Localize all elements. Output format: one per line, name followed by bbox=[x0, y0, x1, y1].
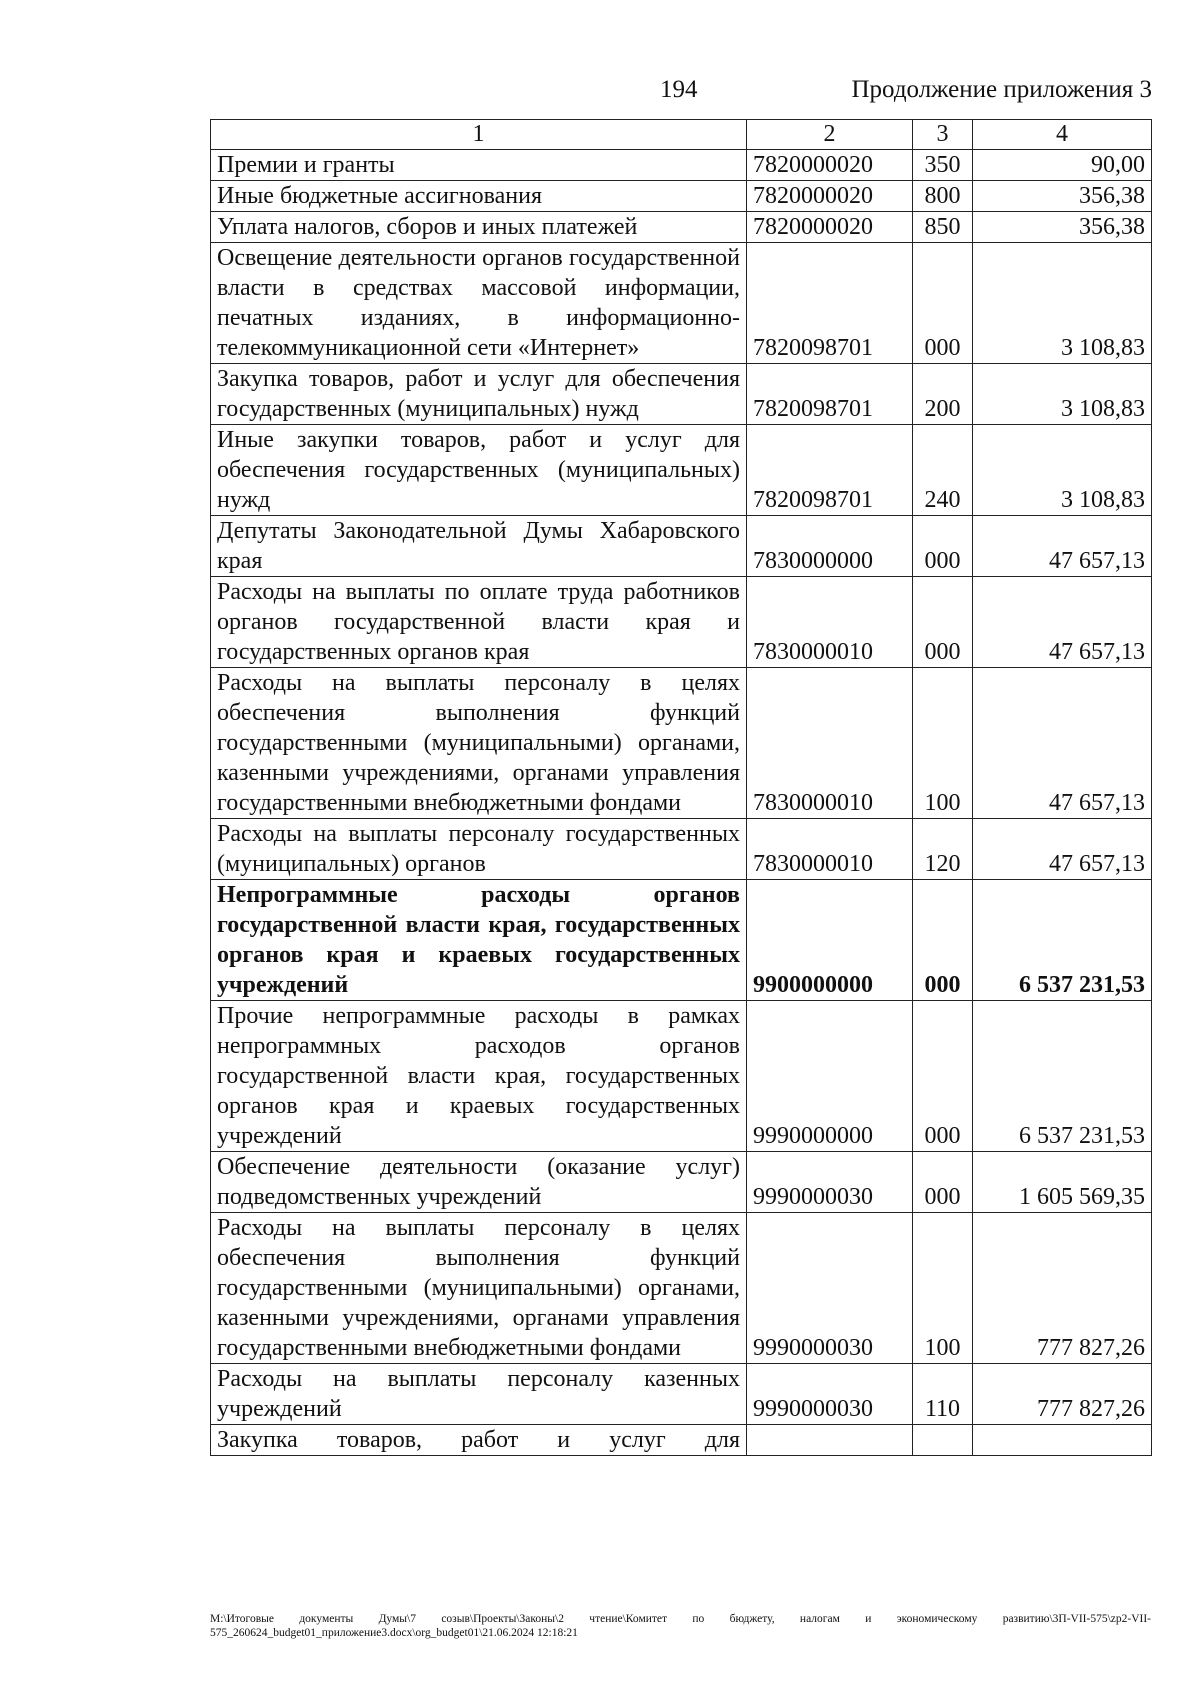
expense-type: 240 bbox=[913, 425, 973, 516]
table-row bbox=[211, 668, 1152, 819]
expense-name: Закупка товаров, работ и услуг для bbox=[211, 1425, 747, 1456]
expense-name: Закупка товаров, работ и услуг для обеспечения государственных (муниципальных) нужд bbox=[211, 364, 747, 425]
expense-type: 850 bbox=[913, 212, 973, 243]
amount: 777 827,26 bbox=[973, 1364, 1152, 1425]
expense-name: Расходы на выплаты персоналу в целях обеспечения выполнения функций государственными (муниципальными) органами, казенными учреждениями, органами управления государственными внебюджетными фондами bbox=[211, 1213, 747, 1364]
target-code: 9990000030 bbox=[747, 1152, 913, 1213]
table-row bbox=[211, 1425, 1152, 1456]
column-header: 2 bbox=[747, 120, 913, 150]
table-row bbox=[211, 181, 1152, 212]
table-row bbox=[211, 1213, 1152, 1364]
expense-name: Иные закупки товаров, работ и услуг для обеспечения государственных (муниципальных) нужд bbox=[211, 425, 747, 516]
amount: 3 108,83 bbox=[973, 425, 1152, 516]
table-row bbox=[211, 1152, 1152, 1213]
target-code: 7830000010 bbox=[747, 819, 913, 880]
target-code bbox=[747, 1425, 913, 1456]
target-code: 7820000020 bbox=[747, 212, 913, 243]
expense-name: Премии и гранты bbox=[211, 150, 747, 181]
table-row bbox=[211, 364, 1152, 425]
expense-type: 100 bbox=[913, 1213, 973, 1364]
expense-name: Расходы на выплаты персоналу в целях обеспечения выполнения функций государственными (муниципальными) органами, казенными учреждениями, органами управления государственными внебюджетными фондами bbox=[211, 668, 747, 819]
table-row-bold bbox=[211, 880, 1152, 1001]
file-path-footer: M:\Итоговые документы Думы\7 созыв\Проекты\Законы\2 чтение\Комитет по бюджету, налогам и экономическому развитию\3П-VII-575\zp2-VII-575_260624_budget01_приложение3.docx\org_budget01\21.06.2024 12:18:21 bbox=[210, 1613, 1151, 1639]
table-row bbox=[211, 1364, 1152, 1425]
table-row bbox=[211, 212, 1152, 243]
target-code: 7820098701 bbox=[747, 364, 913, 425]
amount: 356,38 bbox=[973, 212, 1152, 243]
table-row bbox=[211, 819, 1152, 880]
target-code: 7820000020 bbox=[747, 150, 913, 181]
target-code: 7820098701 bbox=[747, 243, 913, 364]
expense-name: Обеспечение деятельности (оказание услуг) подведомственных учреждений bbox=[211, 1152, 747, 1213]
expense-name: Расходы на выплаты персоналу государственных (муниципальных) органов bbox=[211, 819, 747, 880]
amount: 6 537 231,53 bbox=[973, 1001, 1152, 1152]
expense-type: 000 bbox=[913, 1152, 973, 1213]
target-code: 7820098701 bbox=[747, 425, 913, 516]
target-code: 9990000000 bbox=[747, 1001, 913, 1152]
target-code: 7830000010 bbox=[747, 577, 913, 668]
table-row bbox=[211, 516, 1152, 577]
amount: 356,38 bbox=[973, 181, 1152, 212]
expense-name: Уплата налогов, сборов и иных платежей bbox=[211, 212, 747, 243]
target-code: 9990000030 bbox=[747, 1364, 913, 1425]
expense-type: 100 bbox=[913, 668, 973, 819]
expense-type: 800 bbox=[913, 181, 973, 212]
target-code: 7820000020 bbox=[747, 181, 913, 212]
expense-name: Прочие непрограммные расходы в рамках непрограммных расходов органов государственной власти края, государственных органов края и краевых государственных учреждений bbox=[211, 1001, 747, 1152]
column-header: 4 bbox=[973, 120, 1152, 150]
expense-name: Расходы на выплаты по оплате труда работников органов государственной власти края и государственных органов края bbox=[211, 577, 747, 668]
expense-type: 000 bbox=[913, 516, 973, 577]
expense-type: 000 bbox=[913, 243, 973, 364]
amount: 6 537 231,53 bbox=[973, 880, 1152, 1001]
amount: 47 657,13 bbox=[973, 819, 1152, 880]
expense-name: Непрограммные расходы органов государственной власти края, государственных органов края и краевых государственных учреждений bbox=[211, 880, 747, 1001]
expense-type bbox=[913, 1425, 973, 1456]
expense-type: 000 bbox=[913, 577, 973, 668]
amount: 47 657,13 bbox=[973, 577, 1152, 668]
amount: 47 657,13 bbox=[973, 516, 1152, 577]
amount: 3 108,83 bbox=[973, 243, 1152, 364]
expense-name: Иные бюджетные ассигнования bbox=[211, 181, 747, 212]
expense-type: 120 bbox=[913, 819, 973, 880]
amount: 47 657,13 bbox=[973, 668, 1152, 819]
column-header: 1 bbox=[211, 120, 747, 150]
target-code: 9990000030 bbox=[747, 1213, 913, 1364]
budget-table bbox=[210, 119, 1152, 1456]
amount: 90,00 bbox=[973, 150, 1152, 181]
expense-name: Освещение деятельности органов государственной власти в средствах массовой информации, печатных изданиях, в информационно-телекоммуникационной сети «Интернет» bbox=[211, 243, 747, 364]
expense-type: 000 bbox=[913, 880, 973, 1001]
target-code: 7830000010 bbox=[747, 668, 913, 819]
expense-name: Депутаты Законодательной Думы Хабаровского края bbox=[211, 516, 747, 577]
target-code: 9900000000 bbox=[747, 880, 913, 1001]
table-header-row bbox=[211, 120, 1152, 150]
amount: 3 108,83 bbox=[973, 364, 1152, 425]
column-header: 3 bbox=[913, 120, 973, 150]
expense-type: 200 bbox=[913, 364, 973, 425]
page-number: 194 bbox=[660, 76, 698, 103]
target-code: 7830000000 bbox=[747, 516, 913, 577]
continuation-caption: Продолжение приложения 3 bbox=[851, 76, 1152, 103]
table-row bbox=[211, 243, 1152, 364]
table-row bbox=[211, 1001, 1152, 1152]
expense-type: 350 bbox=[913, 150, 973, 181]
expense-name: Расходы на выплаты персоналу казенных учреждений bbox=[211, 1364, 747, 1425]
table-row bbox=[211, 577, 1152, 668]
expense-type: 110 bbox=[913, 1364, 973, 1425]
amount bbox=[973, 1425, 1152, 1456]
expense-type: 000 bbox=[913, 1001, 973, 1152]
table-row bbox=[211, 425, 1152, 516]
table-row bbox=[211, 150, 1152, 181]
amount: 1 605 569,35 bbox=[973, 1152, 1152, 1213]
amount: 777 827,26 bbox=[973, 1213, 1152, 1364]
